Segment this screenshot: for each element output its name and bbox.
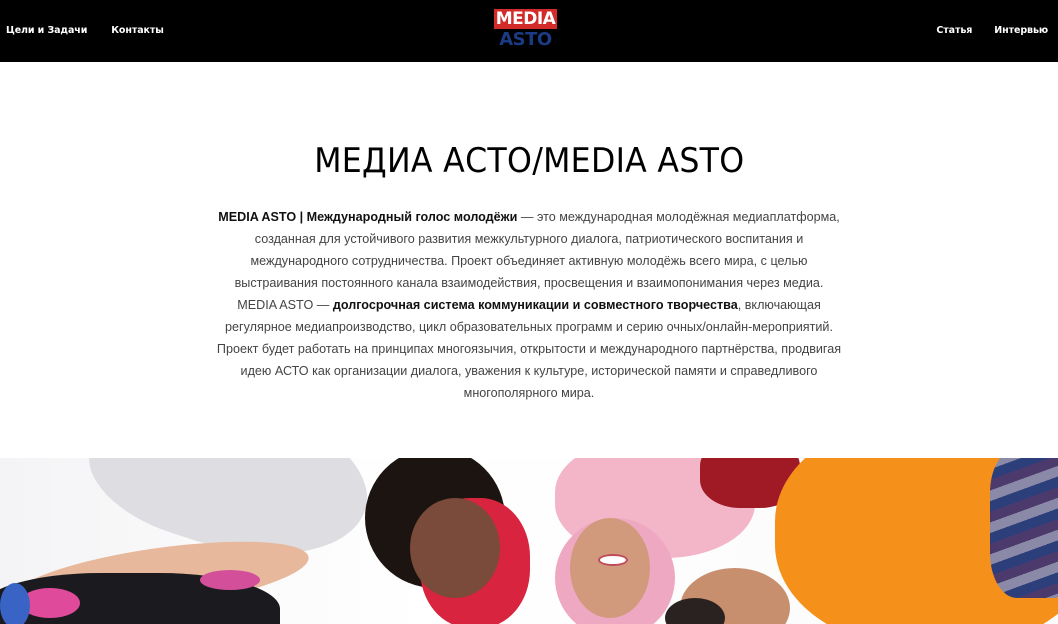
nav-link-interview[interactable]: Интервью <box>994 25 1048 36</box>
nav-link-contacts[interactable]: Контакты <box>111 25 164 36</box>
description-paragraph-1 <box>212 206 846 294</box>
paragraph-1-bold: MEDIA ASTO | Международный голос молодёжи <box>218 210 518 224</box>
photo-striped-scarf <box>990 458 1058 598</box>
page-title-text: МЕДИА АСТО/MEDIA ASTO <box>313 141 745 181</box>
logo[interactable] <box>494 9 558 51</box>
paragraph-1-text: — это международная молодёжная медиаплатформа, созданная для устойчивого развития межкультурного диалога, патриотического воспитания и международного сотрудничества. Проект объединяет активную молодёжь всего мира, с целью выстраивания постоянного канала взаимодействия, просвещения и взаимопонимания через медиа. <box>234 210 840 290</box>
page-title <box>0 141 1058 181</box>
nav-link-goals[interactable]: Цели и Задачи <box>6 25 88 36</box>
photo-pattern-pink-2 <box>200 570 260 590</box>
nav-left <box>6 25 164 37</box>
description-paragraph-2 <box>212 294 846 404</box>
paragraph-2-text: , включающая регулярное медиапроизводство, цикл образовательных программ и серию очных/онлайн-мероприятий. Проект будет работать на принципах многоязычия, открытости и международного партнёрства, продвигая идею АСТО как организации диалога, уважения к культуре, исторической памяти и справедливого многополярного мира. <box>216 298 842 400</box>
photo-face-2 <box>570 518 650 618</box>
photo-smile-2 <box>598 554 628 566</box>
nav-link-article[interactable]: Статья <box>936 25 973 36</box>
hero-image <box>0 458 1058 624</box>
nav-right <box>936 25 1048 37</box>
site-header <box>0 0 1058 62</box>
logo-bottom-text: ASTO <box>499 29 552 50</box>
photo-face-1 <box>410 498 500 598</box>
photo-pattern-blue <box>0 583 30 624</box>
paragraph-2-lead: MEDIA ASTO — <box>237 298 333 312</box>
description <box>212 206 846 404</box>
logo-top-text: MEDIA <box>495 9 556 29</box>
paragraph-2-bold: долгосрочная система коммуникации и совместного творчества <box>332 298 738 312</box>
